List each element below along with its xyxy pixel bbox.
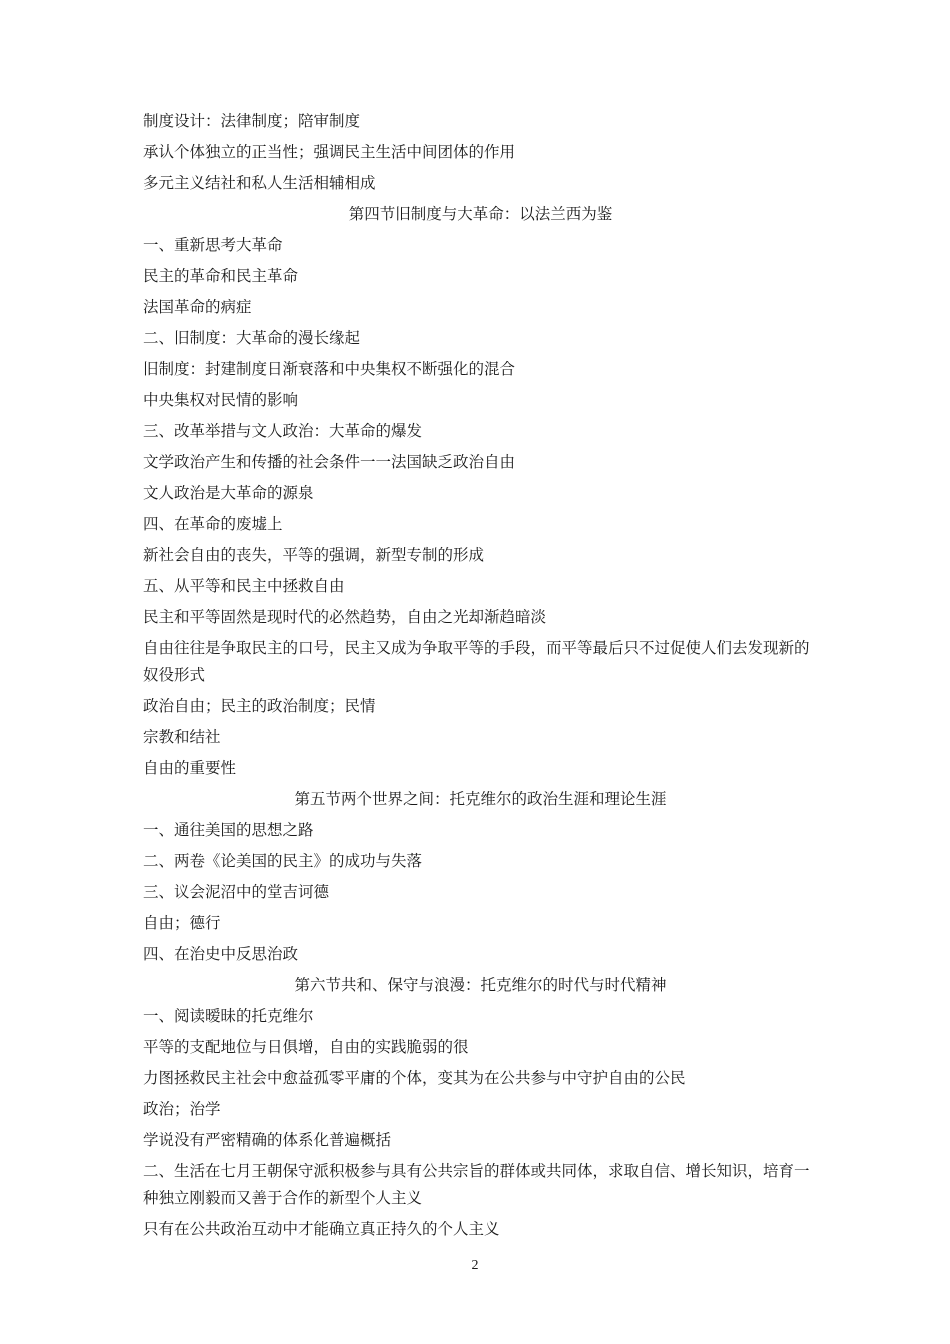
text-line: 只有在公共政治互动中才能确立真正持久的个人主义	[143, 1220, 500, 1238]
text-line: 文人政治是大革命的源泉	[143, 484, 314, 502]
text-line: 力图拯救民主社会中愈益孤零平庸的个体，变其为在公共参与中守护自由的公民	[143, 1069, 686, 1087]
text-line: 中央集权对民情的影响	[143, 391, 299, 409]
text-line: 承认个体独立的正当性；强调民主生活中间团体的作用	[143, 143, 516, 161]
text-line: 政治；治学	[143, 1100, 221, 1118]
text-line: 制度设计：法律制度；陪审制度	[143, 112, 361, 130]
text-line: 自由的重要性	[143, 759, 237, 777]
text-line: 一、重新思考大革命	[143, 236, 283, 254]
section-heading: 第五节两个世界之间：托克维尔的政治生涯和理论生涯	[294, 790, 667, 808]
page-number: 2	[471, 1258, 479, 1273]
text-paragraph: 二、生活在七月王朝保守派积极参与具有公共宗旨的群体或共同体，求取自信、增长知识，培育一种独立刚毅而又善于合作的新型个人主义	[143, 1162, 810, 1207]
section-heading: 第六节共和、保守与浪漫：托克维尔的时代与时代精神	[294, 976, 667, 994]
text-line: 新社会自由的丧失，平等的强调，新型专制的形成	[143, 546, 485, 564]
text-line: 宗教和结社	[143, 728, 221, 746]
text-line: 四、在治史中反思治政	[143, 945, 299, 963]
text-line: 民主和平等固然是现时代的必然趋势，自由之光却渐趋暗淡	[143, 608, 547, 626]
text-line: 一、阅读暧昧的托克维尔	[143, 1007, 314, 1025]
text-line: 五、从平等和民主中拯救自由	[143, 577, 345, 595]
text-line: 法国革命的病症	[143, 298, 252, 316]
section-heading: 第四节旧制度与大革命：以法兰西为鉴	[348, 205, 613, 223]
text-line: 四、在革命的废墟上	[143, 515, 283, 533]
text-paragraph: 自由往往是争取民主的口号，民主又成为争取平等的手段，而平等最后只不过促使人们去发现新的奴役形式	[143, 639, 810, 684]
text-line: 旧制度：封建制度日渐衰落和中央集权不断强化的混合	[143, 360, 516, 378]
text-line: 二、两卷《论美国的民主》的成功与失落	[143, 852, 423, 870]
text-line: 民主的革命和民主革命	[143, 267, 299, 285]
page-content	[143, 106, 818, 1245]
text-line: 多元主义结社和私人生活相辅相成	[143, 174, 376, 192]
text-line: 文学政治产生和传播的社会条件一一法国缺乏政治自由	[143, 453, 516, 471]
text-line: 自由；德行	[143, 914, 221, 932]
text-line: 一、通往美国的思想之路	[143, 821, 314, 839]
text-line: 三、议会泥沼中的堂吉诃德	[143, 883, 330, 901]
text-line: 二、旧制度：大革命的漫长缘起	[143, 329, 361, 347]
text-line: 平等的支配地位与日俱增，自由的实践脆弱的很	[143, 1038, 469, 1056]
text-line: 政治自由；民主的政治制度；民情	[143, 697, 376, 715]
text-line: 学说没有严密精确的体系化普遍概括	[143, 1131, 392, 1149]
text-line: 三、改革举措与文人政治：大革命的爆发	[143, 422, 423, 440]
